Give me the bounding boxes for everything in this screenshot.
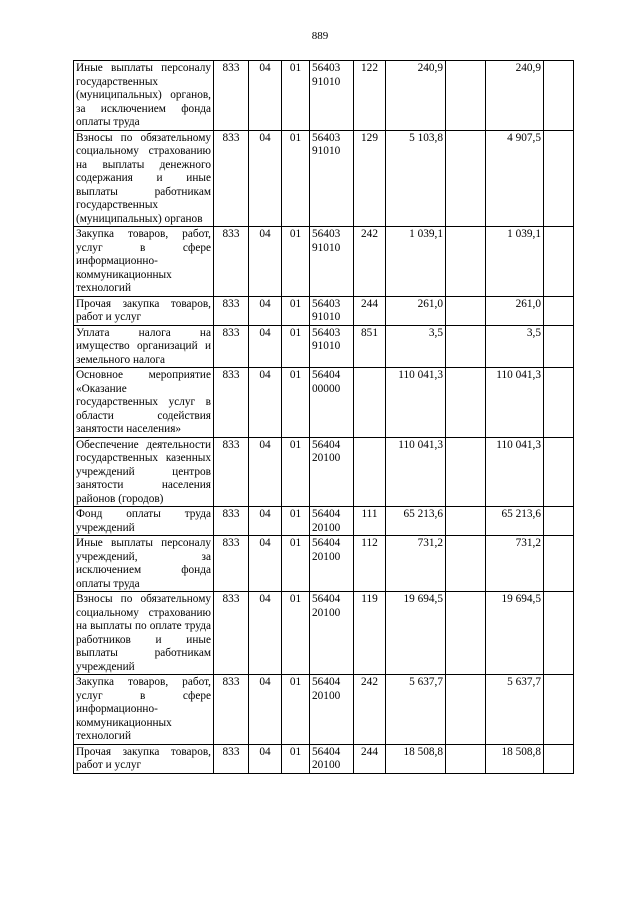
ministry-code-cell: 833: [214, 675, 249, 745]
extra-amount-second-cell: [544, 675, 574, 745]
target-article-cell: 56403 91010: [310, 227, 354, 297]
amount-cell: 3,5: [386, 325, 446, 368]
ministry-code-cell: 833: [214, 130, 249, 227]
table-row: [74, 130, 574, 227]
extra-amount-second-cell: [544, 296, 574, 325]
target-article-cell: 56404 20100: [310, 437, 354, 507]
extra-amount-second-cell: [544, 61, 574, 131]
subsection-code-cell: 01: [282, 536, 310, 592]
ministry-code-cell: 833: [214, 592, 249, 675]
expense-type-cell: [354, 368, 386, 438]
ministry-code-cell: 833: [214, 368, 249, 438]
subsection-code-cell: 01: [282, 744, 310, 773]
extra-amount-cell: [446, 368, 486, 438]
section-code-cell: 04: [249, 325, 282, 368]
table-row: [74, 368, 574, 438]
target-article-cell: 56403 91010: [310, 296, 354, 325]
target-article-cell: 56404 00000: [310, 368, 354, 438]
amount-second-cell: 3,5: [486, 325, 544, 368]
subsection-code-cell: 01: [282, 592, 310, 675]
subsection-code-cell: 01: [282, 130, 310, 227]
amount-cell: 110 041,3: [386, 437, 446, 507]
section-code-cell: 04: [249, 227, 282, 297]
amount-cell: 1 039,1: [386, 227, 446, 297]
amount-cell: 240,9: [386, 61, 446, 131]
expense-name-cell: Иные выплаты персоналу государственных (муниципальных) органов, за исключением фонда оплаты труда: [74, 61, 214, 131]
target-article-cell: 56404 20100: [310, 744, 354, 773]
expense-type-cell: 244: [354, 296, 386, 325]
target-article-cell: 56403 91010: [310, 130, 354, 227]
expense-type-cell: 111: [354, 507, 386, 536]
expense-type-cell: 119: [354, 592, 386, 675]
amount-cell: 5 103,8: [386, 130, 446, 227]
amount-cell: 5 637,7: [386, 675, 446, 745]
extra-amount-cell: [446, 130, 486, 227]
expense-name-cell: Фонд оплаты труда учреждений: [74, 507, 214, 536]
table-row: [74, 592, 574, 675]
expense-type-cell: 129: [354, 130, 386, 227]
extra-amount-cell: [446, 536, 486, 592]
section-code-cell: 04: [249, 536, 282, 592]
extra-amount-cell: [446, 507, 486, 536]
ministry-code-cell: 833: [214, 437, 249, 507]
table-row: [74, 507, 574, 536]
expense-type-cell: 244: [354, 744, 386, 773]
expense-name-cell: Взносы по обязательному социальному страхованию на выплаты по оплате труда работников и иные выплаты работникам учреждений: [74, 592, 214, 675]
amount-cell: 110 041,3: [386, 368, 446, 438]
section-code-cell: 04: [249, 592, 282, 675]
subsection-code-cell: 01: [282, 325, 310, 368]
expense-type-cell: 122: [354, 61, 386, 131]
table-row: [74, 325, 574, 368]
amount-cell: 65 213,6: [386, 507, 446, 536]
subsection-code-cell: 01: [282, 61, 310, 131]
table-row: [74, 61, 574, 131]
amount-second-cell: 4 907,5: [486, 130, 544, 227]
amount-second-cell: 1 039,1: [486, 227, 544, 297]
expense-name-cell: Основное мероприятие «Оказание государственных услуг в области содействия занятости населения»: [74, 368, 214, 438]
extra-amount-cell: [446, 675, 486, 745]
expense-type-cell: 112: [354, 536, 386, 592]
expense-name-cell: Прочая закупка товаров, работ и услуг: [74, 296, 214, 325]
amount-second-cell: 110 041,3: [486, 368, 544, 438]
section-code-cell: 04: [249, 675, 282, 745]
ministry-code-cell: 833: [214, 744, 249, 773]
amount-cell: 18 508,8: [386, 744, 446, 773]
extra-amount-cell: [446, 227, 486, 297]
section-code-cell: 04: [249, 61, 282, 131]
amount-second-cell: 261,0: [486, 296, 544, 325]
budget-table: [73, 60, 574, 774]
target-article-cell: 56403 91010: [310, 325, 354, 368]
expense-name-cell: Закупка товаров, работ, услуг в сфере информационно-коммуникационных технологий: [74, 227, 214, 297]
expense-name-cell: Уплата налога на имущество организаций и земельного налога: [74, 325, 214, 368]
ministry-code-cell: 833: [214, 227, 249, 297]
amount-cell: 731,2: [386, 536, 446, 592]
expense-type-cell: [354, 437, 386, 507]
amount-cell: 19 694,5: [386, 592, 446, 675]
ministry-code-cell: 833: [214, 536, 249, 592]
extra-amount-second-cell: [544, 368, 574, 438]
expense-name-cell: Иные выплаты персоналу учреждений, за исключением фонда оплаты труда: [74, 536, 214, 592]
section-code-cell: 04: [249, 437, 282, 507]
extra-amount-cell: [446, 61, 486, 131]
expense-type-cell: 242: [354, 675, 386, 745]
section-code-cell: 04: [249, 130, 282, 227]
ministry-code-cell: 833: [214, 507, 249, 536]
expense-type-cell: 242: [354, 227, 386, 297]
section-code-cell: 04: [249, 507, 282, 536]
target-article-cell: 56404 20100: [310, 507, 354, 536]
amount-second-cell: 240,9: [486, 61, 544, 131]
target-article-cell: 56404 20100: [310, 536, 354, 592]
subsection-code-cell: 01: [282, 507, 310, 536]
expense-type-cell: 851: [354, 325, 386, 368]
subsection-code-cell: 01: [282, 296, 310, 325]
ministry-code-cell: 833: [214, 296, 249, 325]
extra-amount-second-cell: [544, 592, 574, 675]
table-row: [74, 296, 574, 325]
subsection-code-cell: 01: [282, 368, 310, 438]
extra-amount-cell: [446, 437, 486, 507]
expense-name-cell: Закупка товаров, работ, услуг в сфере информационно-коммуникационных технологий: [74, 675, 214, 745]
amount-second-cell: 5 637,7: [486, 675, 544, 745]
subsection-code-cell: 01: [282, 437, 310, 507]
target-article-cell: 56404 20100: [310, 675, 354, 745]
section-code-cell: 04: [249, 368, 282, 438]
expense-name-cell: Обеспечение деятельности государственных казенных учреждений центров занятости населения районов (городов): [74, 437, 214, 507]
ministry-code-cell: 833: [214, 325, 249, 368]
extra-amount-second-cell: [544, 507, 574, 536]
extra-amount-cell: [446, 325, 486, 368]
section-code-cell: 04: [249, 296, 282, 325]
amount-second-cell: 65 213,6: [486, 507, 544, 536]
extra-amount-cell: [446, 296, 486, 325]
extra-amount-cell: [446, 744, 486, 773]
amount-cell: 261,0: [386, 296, 446, 325]
table-row: [74, 437, 574, 507]
expense-name-cell: Прочая закупка товаров, работ и услуг: [74, 744, 214, 773]
amount-second-cell: 18 508,8: [486, 744, 544, 773]
page-number: 889: [311, 30, 329, 42]
extra-amount-cell: [446, 592, 486, 675]
subsection-code-cell: 01: [282, 675, 310, 745]
target-article-cell: 56403 91010: [310, 61, 354, 131]
amount-second-cell: 731,2: [486, 536, 544, 592]
expense-name-cell: Взносы по обязательному социальному страхованию на выплаты денежного содержания и иные выплаты работникам государственных (муниципальных) органов: [74, 130, 214, 227]
amount-second-cell: 110 041,3: [486, 437, 544, 507]
subsection-code-cell: 01: [282, 227, 310, 297]
extra-amount-second-cell: [544, 325, 574, 368]
extra-amount-second-cell: [544, 536, 574, 592]
extra-amount-second-cell: [544, 130, 574, 227]
amount-second-cell: 19 694,5: [486, 592, 544, 675]
target-article-cell: 56404 20100: [310, 592, 354, 675]
table-row: [74, 536, 574, 592]
table-row: [74, 675, 574, 745]
table-row: [74, 744, 574, 773]
ministry-code-cell: 833: [214, 61, 249, 131]
section-code-cell: 04: [249, 744, 282, 773]
extra-amount-second-cell: [544, 227, 574, 297]
extra-amount-second-cell: [544, 437, 574, 507]
table-row: [74, 227, 574, 297]
extra-amount-second-cell: [544, 744, 574, 773]
